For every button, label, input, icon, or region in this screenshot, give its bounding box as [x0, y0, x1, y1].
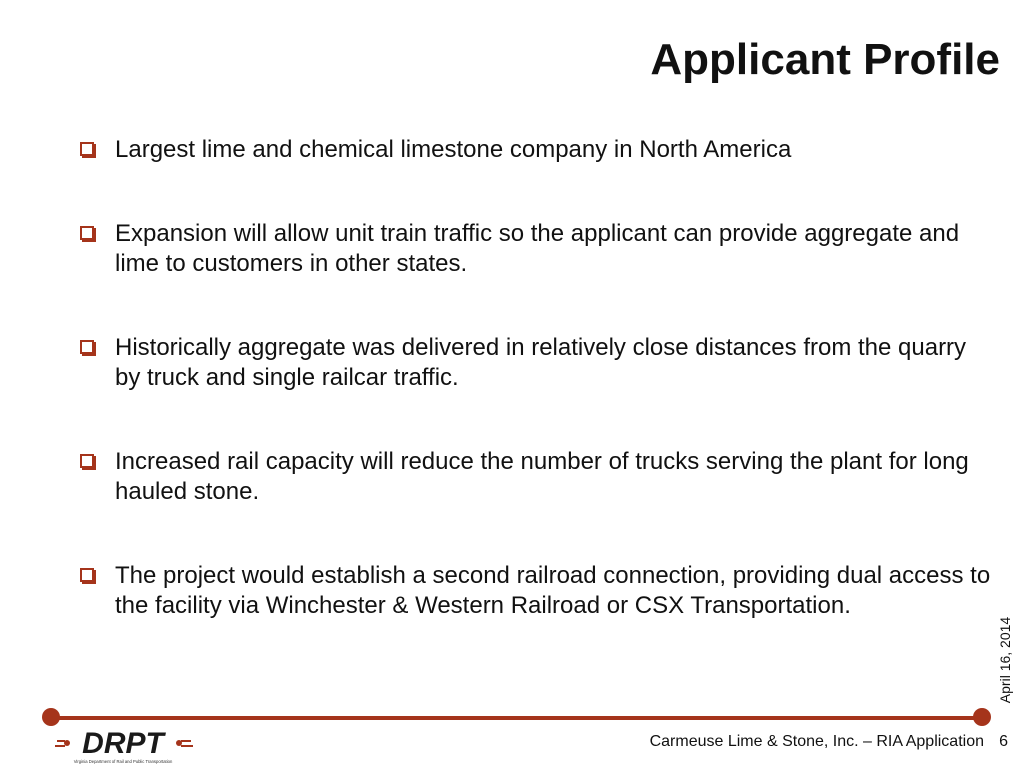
bullet-item [75, 219, 995, 279]
bullet-text: Expansion will allow unit train traffic so the applicant can provide aggregate and lime to customers in other states. [115, 220, 960, 277]
drpt-logo [55, 723, 195, 765]
bullet-text: The project would establish a second railroad connection, providing dual access to the facility via Winchester & Western Railroad or CSX Transportation. [115, 562, 991, 619]
slide-title: Applicant Profile [650, 35, 1000, 84]
checkbox-square-icon [80, 568, 94, 582]
checkbox-square-icon [80, 142, 94, 156]
divider-end-dot-right [973, 708, 991, 726]
page-number: 6 [999, 733, 1008, 750]
footer-divider [49, 716, 981, 720]
bullet-item [75, 135, 995, 165]
checkbox-square-icon [80, 454, 94, 468]
bullet-text: Historically aggregate was delivered in relatively close distances from the quarry by truck and single railcar traffic. [115, 334, 967, 391]
bullet-text: Largest lime and chemical limestone company in North America [115, 136, 792, 163]
bullet-list [75, 135, 995, 675]
drpt-logo-subtitle: Virginia Department of Rail and Public Transportation [73, 759, 173, 764]
drpt-logo-text: DRPT [82, 727, 164, 760]
bullet-item [75, 447, 995, 507]
bullet-item [75, 333, 995, 393]
checkbox-square-icon [80, 340, 94, 354]
checkbox-square-icon [80, 226, 94, 240]
bullet-item [75, 561, 995, 621]
footer-caption: Carmeuse Lime & Stone, Inc. – RIA Application [649, 733, 984, 750]
bullet-text: Increased rail capacity will reduce the number of trucks serving the plant for long hauled stone. [115, 448, 969, 505]
slide-date-text: April 16, 2014 [997, 616, 1013, 704]
slide-date [992, 610, 1018, 710]
